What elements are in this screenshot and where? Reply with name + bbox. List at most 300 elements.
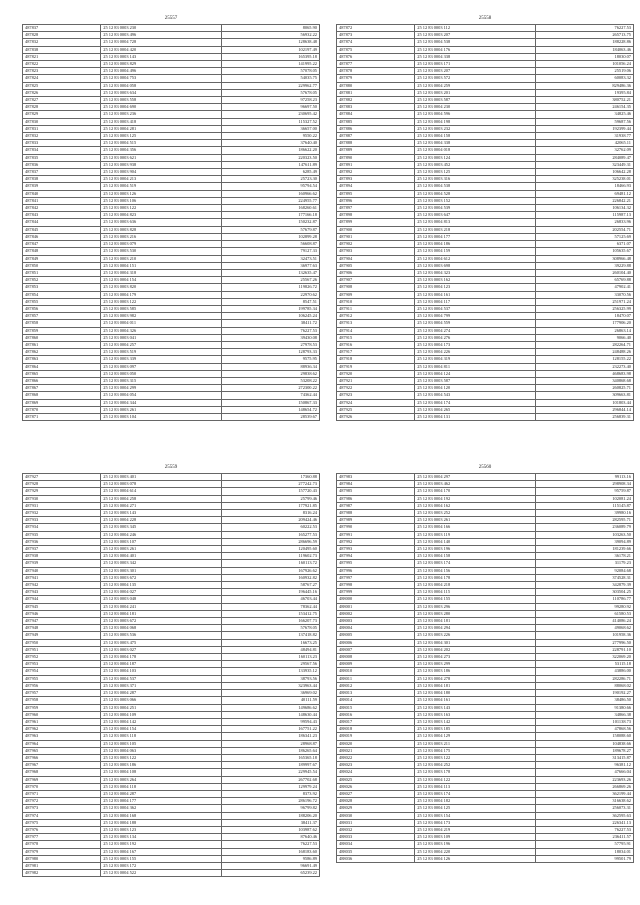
account-code-cell: 25 12 83 0004 823 (101, 212, 222, 219)
row-id-cell: 487857 (23, 313, 101, 320)
row-id-cell: 487955 (23, 675, 101, 682)
account-code-cell: 25 12 83 0003 154 (415, 812, 536, 819)
amount-cell: 38486.50 (535, 697, 633, 704)
row-id-cell: 487935 (23, 531, 101, 538)
row-id-cell: 487863 (23, 356, 101, 363)
table-row (337, 104, 634, 111)
row-id-cell: 487997 (337, 574, 415, 581)
row-id-cell: 487858 (23, 320, 101, 327)
account-code-cell: 25 12 83 0004 614 (101, 488, 222, 495)
amount-cell: 309663.81 (535, 392, 633, 399)
table-row (23, 277, 320, 284)
table-row (337, 305, 634, 312)
table-row (337, 567, 634, 574)
table-row (23, 68, 320, 75)
row-id-cell: 487886 (337, 125, 415, 132)
table-row (337, 248, 634, 255)
amount-cell: 49068.62 (535, 625, 633, 632)
amount-cell: 150867.33 (221, 399, 319, 406)
table-row (23, 826, 320, 833)
table-row (23, 399, 320, 406)
table-row (23, 762, 320, 769)
table-row (23, 841, 320, 848)
row-id-cell: 488030 (337, 812, 415, 819)
account-code-cell: 25 12 83 0004 539 (415, 205, 536, 212)
account-code-cell: 25 12 83 0003 938 (101, 161, 222, 168)
amount-cell: 232273.40 (535, 363, 633, 370)
row-id-cell: 488014 (337, 697, 415, 704)
amount-cell: 165365.18 (221, 754, 319, 761)
table-row (23, 241, 320, 248)
amount-cell: 99113.16 (535, 474, 633, 481)
row-id-cell: 487821 (23, 53, 101, 60)
account-code-cell: 25 12 83 0004 109 (101, 711, 222, 718)
account-code-cell: 25 12 83 0003 829 (101, 61, 222, 68)
amount-cell: 69481.12 (535, 190, 633, 197)
table-row (23, 356, 320, 363)
table-row (23, 812, 320, 819)
row-id-cell: 487839 (23, 183, 101, 190)
row-id-cell: 488026 (337, 783, 415, 790)
account-code-cell: 25 12 83 0003 475 (101, 639, 222, 646)
row-id-cell: 488010 (337, 668, 415, 675)
row-id-cell: 487864 (23, 363, 101, 370)
account-code-cell: 25 12 83 0004 543 (415, 392, 536, 399)
row-id-cell: 487859 (23, 327, 101, 334)
table-row (23, 89, 320, 96)
row-id-cell: 487938 (23, 553, 101, 560)
row-id-cell: 487853 (23, 284, 101, 291)
amount-cell: 282286.71 (535, 675, 633, 682)
table-row (23, 147, 320, 154)
account-code-cell: 25 12 83 0004 226 (415, 349, 536, 356)
amount-cell: 18466.93 (535, 183, 633, 190)
account-code-cell: 25 12 83 0004 251 (101, 704, 222, 711)
row-id-cell: 487931 (23, 502, 101, 509)
table-row (23, 313, 320, 320)
row-id-cell: 487949 (23, 632, 101, 639)
amount-cell: 277996.50 (535, 639, 633, 646)
account-code-cell: 25 12 83 0003 530 (101, 248, 222, 255)
amount-cell: 53115.18 (535, 661, 633, 668)
table-row (23, 610, 320, 617)
row-id-cell: 487866 (23, 377, 101, 384)
row-id-cell: 487986 (337, 495, 415, 502)
amount-cell: 165395.18 (221, 53, 319, 60)
table-row (23, 212, 320, 219)
row-id-cell: 487909 (337, 291, 415, 298)
account-code-cell: 25 12 83 0004 054 (101, 392, 222, 399)
table-row (23, 291, 320, 298)
account-code-cell: 25 12 83 0004 220 (415, 848, 536, 855)
amount-cell: 188228.86 (535, 39, 633, 46)
row-id-cell: 487950 (23, 639, 101, 646)
account-code-cell: 25 12 83 0003 122 (415, 754, 536, 761)
amount-cell: 57795.91 (535, 841, 633, 848)
amount-cell: 59687.56 (535, 118, 633, 125)
table-row (23, 305, 320, 312)
table-row (337, 582, 634, 589)
amount-cell: 105635.67 (535, 248, 633, 255)
table-row (23, 747, 320, 754)
account-code-cell: 25 12 83 0004 271 (101, 502, 222, 509)
amount-cell: 99594.43 (221, 718, 319, 725)
account-code-cell: 25 12 83 0003 232 (415, 125, 536, 132)
row-id-cell: 487947 (23, 618, 101, 625)
row-id-cell: 487861 (23, 341, 101, 348)
amount-cell: 362595.63 (535, 812, 633, 819)
amount-cell: 228791.10 (535, 646, 633, 653)
account-code-cell: 25 12 83 0003 280 (415, 610, 536, 617)
table-row (337, 661, 634, 668)
table-row (337, 589, 634, 596)
account-code-cell: 25 12 83 0004 273 (415, 654, 536, 661)
account-code-cell: 25 12 83 0004 063 (101, 747, 222, 754)
table-row (337, 32, 634, 39)
row-id-cell: 488016 (337, 711, 415, 718)
account-code-cell: 25 12 83 0003 105 (101, 740, 222, 747)
account-code-cell: 25 12 83 0004 522 (101, 870, 222, 877)
row-id-cell: 487855 (23, 298, 101, 305)
table-row (337, 733, 634, 740)
account-code-cell: 25 12 83 0003 143 (101, 53, 222, 60)
account-code-cell: 25 12 83 0004 213 (101, 176, 222, 183)
row-id-cell: 487954 (23, 668, 101, 675)
amount-cell: 128155.22 (535, 356, 633, 363)
row-id-cell: 487982 (23, 870, 101, 877)
account-code-cell: 25 12 83 0004 596 (415, 111, 536, 118)
row-id-cell: 487995 (337, 560, 415, 567)
row-id-cell: 487959 (23, 704, 101, 711)
account-code-cell: 25 12 83 0003 079 (101, 241, 222, 248)
account-code-cell: 25 12 83 0004 108 (101, 769, 222, 776)
row-id-cell: 488000 (337, 596, 415, 603)
table-row (337, 133, 634, 140)
account-code-cell: 25 12 83 0003 207 (415, 68, 536, 75)
table-row (337, 241, 634, 248)
row-id-cell: 487962 (23, 726, 101, 733)
table-row (337, 841, 634, 848)
account-code-cell: 25 12 83 0004 274 (415, 327, 536, 334)
account-code-cell: 25 12 83 0003 226 (415, 632, 536, 639)
table-row (23, 661, 320, 668)
amount-cell: 39980.16 (535, 510, 633, 517)
account-code-cell: 25 12 83 0004 115 (415, 589, 536, 596)
row-id-cell: 487847 (23, 241, 101, 248)
account-code-cell: 25 12 83 0004 068 (101, 625, 222, 632)
table-row (23, 190, 320, 197)
account-code-cell: 25 12 83 0003 572 (415, 75, 536, 82)
table-row (337, 183, 634, 190)
row-id-cell: 487974 (23, 812, 101, 819)
table-row (337, 754, 634, 761)
table-row (337, 212, 634, 219)
row-id-cell: 487890 (337, 154, 415, 161)
table-row (337, 68, 634, 75)
row-id-cell: 487966 (23, 754, 101, 761)
amount-cell: 192399.44 (535, 125, 633, 132)
row-id-cell: 487873 (337, 32, 415, 39)
amount-cell: 33070.56 (535, 291, 633, 298)
row-id-cell: 488007 (337, 646, 415, 653)
account-code-cell: 25 12 83 0004 259 (415, 82, 536, 89)
account-code-cell: 25 12 83 0004 753 (101, 75, 222, 82)
amount-cell: 189678.27 (535, 747, 633, 754)
account-code-cell: 25 12 83 0004 135 (101, 582, 222, 589)
amount-cell: 120495.60 (221, 546, 319, 553)
row-id-cell: 487998 (337, 582, 415, 589)
amount-cell: 76227.53 (221, 327, 319, 334)
table-row (23, 39, 320, 46)
table-row (337, 334, 634, 341)
amount-cell: 322069.20 (535, 654, 633, 661)
account-code-cell: 25 12 83 0004 241 (101, 603, 222, 610)
row-id-cell: 487844 (23, 219, 101, 226)
account-code-cell: 25 12 83 0004 142 (101, 718, 222, 725)
amount-cell: 76227.53 (535, 25, 633, 32)
row-id-cell: 487942 (23, 582, 101, 589)
table-row (337, 726, 634, 733)
table-row (337, 618, 634, 625)
amount-cell: 47902.41 (535, 284, 633, 291)
amount-cell: 32762.09 (535, 147, 633, 154)
account-code-cell: 25 12 83 0004 154 (101, 277, 222, 284)
account-code-cell: 25 12 83 0004 131 (415, 413, 536, 420)
account-code-cell: 25 12 83 0004 158 (415, 553, 536, 560)
table-row (23, 567, 320, 574)
row-id-cell: 488005 (337, 632, 415, 639)
amount-cell: 248488.26 (535, 349, 633, 356)
account-code-cell: 25 12 83 0003 171 (415, 61, 536, 68)
amount-cell: 46703.44 (221, 596, 319, 603)
account-code-cell: 25 12 83 0003 186 (101, 762, 222, 769)
amount-cell: 36969.02 (221, 690, 319, 697)
amount-cell: 92084.68 (535, 567, 633, 574)
row-id-cell: 487989 (337, 517, 415, 524)
account-code-cell: 25 12 83 0003 027 (101, 646, 222, 653)
amount-cell: 56608.87 (221, 241, 319, 248)
row-id-cell: 488031 (337, 819, 415, 826)
amount-cell: 265713.75 (535, 32, 633, 39)
table-row (23, 783, 320, 790)
table-row (337, 596, 634, 603)
account-code-cell: 25 12 83 0003 261 (101, 406, 222, 413)
row-id-cell: 487898 (337, 212, 415, 219)
account-code-cell: 25 12 83 0003 109 (415, 834, 536, 841)
row-id-cell: 487842 (23, 205, 101, 212)
account-code-cell: 25 12 83 0003 172 (101, 862, 222, 869)
account-code-cell: 25 12 83 0004 299 (101, 385, 222, 392)
table-row (337, 625, 634, 632)
account-code-cell: 25 12 83 0003 106 (101, 197, 222, 204)
table-row (337, 219, 634, 226)
amount-cell: 43886.00 (535, 668, 633, 675)
amount-cell: 6371.07 (535, 241, 633, 248)
row-id-cell: 487970 (23, 783, 101, 790)
table-row (337, 488, 634, 495)
table-row (337, 740, 634, 747)
row-id-cell: 487832 (23, 39, 101, 46)
account-code-cell: 25 12 83 0004 301 (415, 639, 536, 646)
table-row (337, 255, 634, 262)
row-id-cell: 487918 (337, 356, 415, 363)
amount-cell: 99280.92 (535, 603, 633, 610)
row-id-cell: 487903 (337, 248, 415, 255)
account-code-cell: 25 12 83 0003 048 (101, 596, 222, 603)
table-row (23, 546, 320, 553)
account-code-cell: 25 12 83 0003 698 (415, 262, 536, 269)
table-row (23, 262, 320, 269)
account-code-cell: 25 12 83 0004 161 (415, 697, 536, 704)
amount-cell: 115987.13 (535, 212, 633, 219)
table-row (23, 848, 320, 855)
table-row (23, 524, 320, 531)
account-code-cell: 25 12 83 0004 177 (101, 798, 222, 805)
row-id-cell: 488025 (337, 776, 415, 783)
table-row (337, 560, 634, 567)
row-id-cell: 487878 (337, 68, 415, 75)
account-code-cell: 25 12 83 0003 672 (101, 574, 222, 581)
table-row (23, 125, 320, 132)
amount-cell: 39229.88 (535, 262, 633, 269)
amount-cell: 119602.73 (221, 553, 319, 560)
amount-cell: 102899.28 (221, 233, 319, 240)
row-id-cell: 488003 (337, 618, 415, 625)
account-code-cell: 25 12 83 0003 185 (415, 726, 536, 733)
account-code-cell: 25 12 83 0004 811 (415, 363, 536, 370)
amount-cell: 28968.87 (221, 740, 319, 747)
amount-cell: 9575.95 (221, 356, 319, 363)
row-id-cell: 487956 (23, 682, 101, 689)
account-code-cell: 25 12 83 0004 265 (415, 406, 536, 413)
table-row (337, 298, 634, 305)
account-code-cell: 25 12 83 0004 011 (101, 320, 222, 327)
table-row (337, 639, 634, 646)
table-row (23, 392, 320, 399)
table-row (23, 798, 320, 805)
row-id-cell: 488011 (337, 675, 415, 682)
row-id-cell: 487824 (23, 75, 101, 82)
account-code-cell: 25 12 83 0004 158 (415, 133, 536, 140)
row-id-cell: 487838 (23, 176, 101, 183)
amount-cell: 313415.87 (535, 754, 633, 761)
row-id-cell: 487856 (23, 305, 101, 312)
account-code-cell: 25 12 83 0004 287 (101, 790, 222, 797)
account-code-cell: 25 12 83 0004 058 (101, 82, 222, 89)
row-id-cell: 487920 (337, 370, 415, 377)
account-code-cell: 25 12 83 0003 820 (101, 284, 222, 291)
table-row (23, 711, 320, 718)
table-row (23, 654, 320, 661)
amount-cell: 8547.51 (221, 298, 319, 305)
table-row (337, 291, 634, 298)
row-id-cell: 487896 (337, 197, 415, 204)
row-id-cell: 487870 (23, 406, 101, 413)
table-row (23, 183, 320, 190)
row-id-cell: 487823 (23, 68, 101, 75)
row-id-cell: 487850 (23, 262, 101, 269)
table-row (23, 154, 320, 161)
account-code-cell: 25 12 83 0004 528 (415, 190, 536, 197)
table-row (23, 574, 320, 581)
amount-cell: 251971.24 (535, 298, 633, 305)
row-id-cell: 487838 (23, 46, 101, 53)
account-code-cell: 25 12 83 0004 519 (101, 183, 222, 190)
table-row (23, 25, 320, 32)
account-code-cell: 25 12 83 0003 261 (415, 517, 536, 524)
table-row (23, 46, 320, 53)
amount-cell: 95759.87 (535, 488, 633, 495)
amount-cell: 298908.34 (535, 481, 633, 488)
account-code-cell: 25 12 83 0004 173 (415, 819, 536, 826)
table-row (23, 341, 320, 348)
amount-cell: 196445.16 (221, 589, 319, 596)
amount-cell: 224955.77 (221, 197, 319, 204)
account-code-cell: 25 12 83 0004 278 (415, 675, 536, 682)
account-code-cell: 25 12 83 0003 097 (101, 363, 222, 370)
amount-cell: 829486.36 (535, 82, 633, 89)
amount-cell: 96799.82 (221, 805, 319, 812)
table-row (337, 531, 634, 538)
amount-cell: 256325.99 (535, 305, 633, 312)
account-code-cell: 25 12 83 0004 117 (415, 298, 536, 305)
row-id-cell: 487961 (23, 718, 101, 725)
row-id-cell: 487967 (23, 762, 101, 769)
amount-cell: 47868.56 (535, 726, 633, 733)
account-code-cell: 25 12 83 0004 690 (101, 104, 222, 111)
amount-cell: 97258.23 (221, 97, 319, 104)
row-id-cell: 487891 (337, 161, 415, 168)
account-code-cell: 25 12 83 0003 345 (101, 524, 222, 531)
amount-cell: 34866.38 (535, 711, 633, 718)
amount-cell: 54035.75 (221, 75, 319, 82)
amount-cell: 61580.53 (535, 610, 633, 617)
row-id-cell: 487908 (337, 284, 415, 291)
amount-cell: 8373.92 (221, 790, 319, 797)
table-row (23, 104, 320, 111)
account-code-cell: 25 12 83 0004 252 (415, 762, 536, 769)
amount-cell: 79127.33 (221, 248, 319, 255)
amount-cell: 177906.20 (535, 320, 633, 327)
account-code-cell: 25 12 83 0003 207 (415, 32, 536, 39)
ledger-block-title: 25560 (478, 465, 492, 470)
account-code-cell: 25 12 83 0003 371 (101, 682, 222, 689)
amount-cell: 42065.11 (535, 140, 633, 147)
table-row (23, 538, 320, 545)
account-code-cell: 25 12 83 0004 181 (415, 682, 536, 689)
amount-cell: 199785.34 (221, 305, 319, 312)
row-id-cell: 487846 (23, 233, 101, 240)
table-row (337, 855, 634, 862)
table-row (23, 754, 320, 761)
account-code-cell: 25 12 83 0003 587 (415, 377, 536, 384)
account-code-cell: 25 12 83 0003 647 (415, 212, 536, 219)
account-code-cell: 25 12 83 0003 252 (415, 510, 536, 517)
account-code-cell: 25 12 83 0004 159 (415, 248, 536, 255)
row-id-cell: 487827 (23, 97, 101, 104)
account-code-cell: 25 12 83 0003 162 (415, 277, 536, 284)
row-id-cell: 487879 (337, 75, 415, 82)
account-code-cell: 25 12 83 0004 538 (415, 183, 536, 190)
table-row (23, 133, 320, 140)
row-id-cell: 487887 (337, 133, 415, 140)
row-id-cell: 487832 (23, 133, 101, 140)
amount-cell: 148654.72 (221, 406, 319, 413)
account-code-cell: 25 12 83 0003 301 (101, 567, 222, 574)
table-row (23, 334, 320, 341)
amount-cell: 380752.21 (535, 97, 633, 104)
row-id-cell: 487981 (23, 862, 101, 869)
